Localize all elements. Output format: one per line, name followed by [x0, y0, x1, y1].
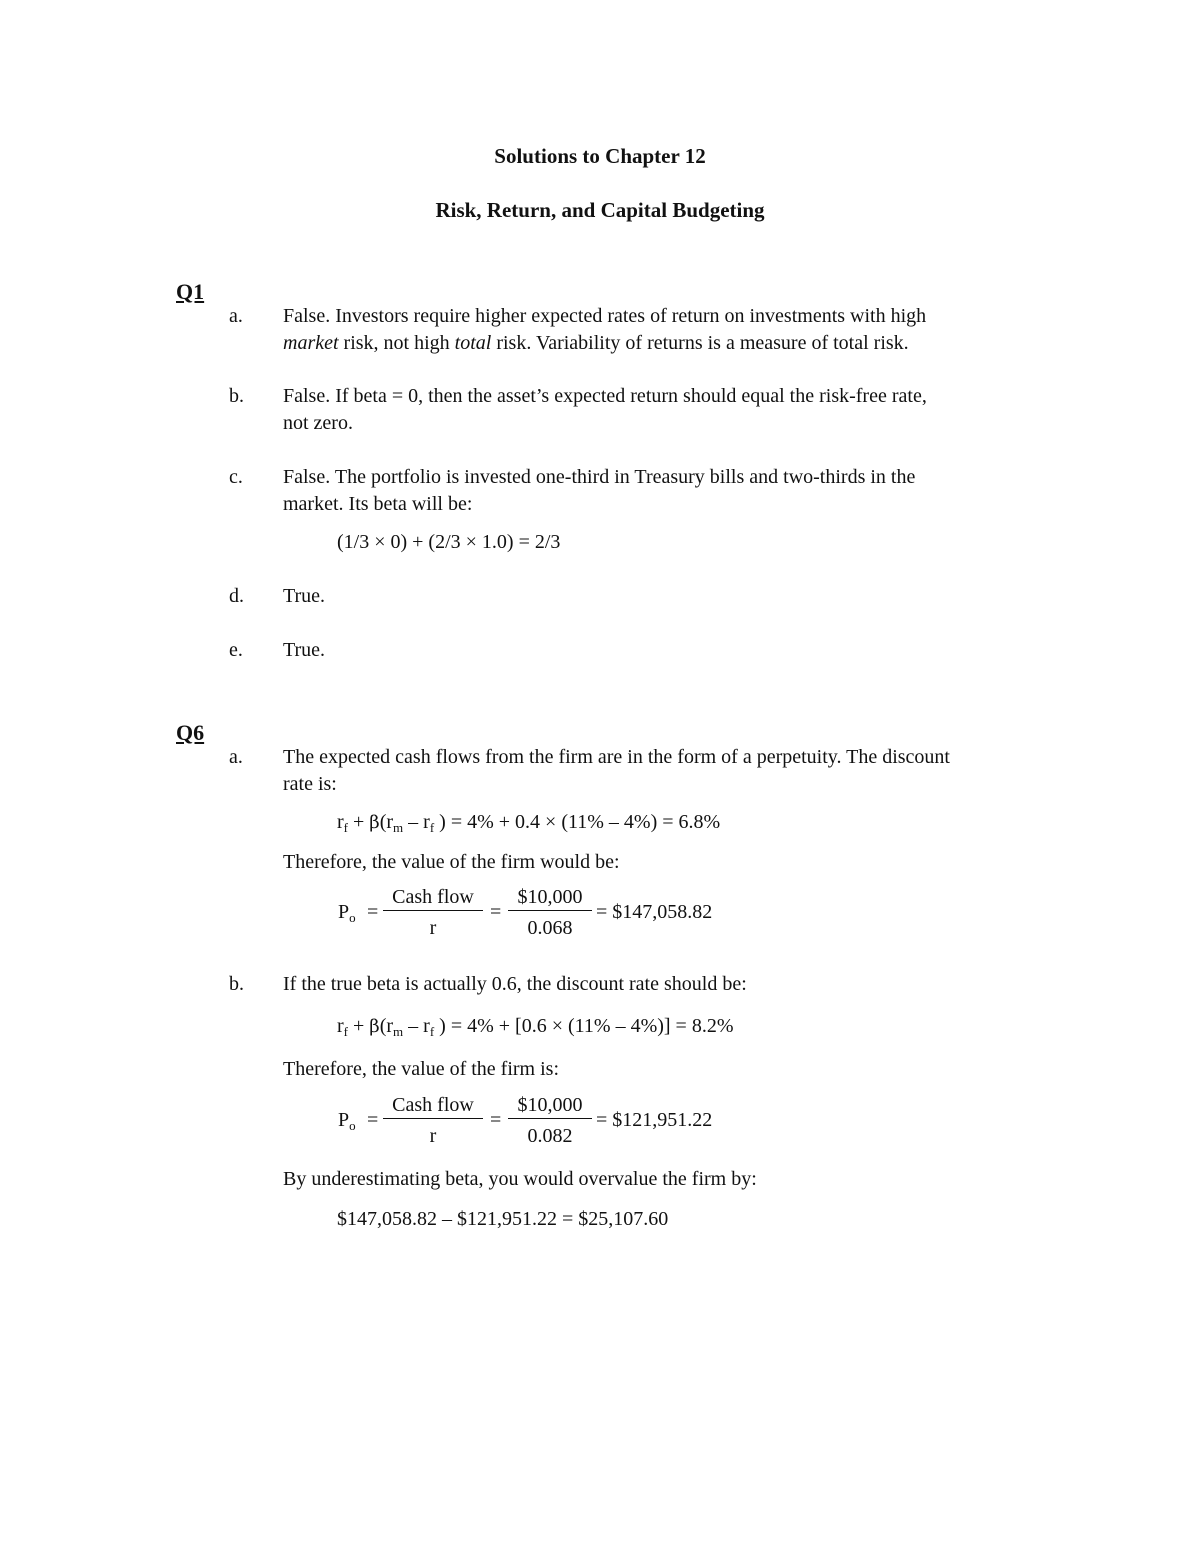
q6-b-letter: b.: [229, 973, 244, 995]
fraction-numerator: $10,000: [508, 1094, 592, 1119]
beta-symbol: β: [369, 1016, 380, 1037]
eq-sub-f: f: [343, 820, 349, 835]
q6-a-fraction-cashflow: [383, 886, 483, 939]
fraction-numerator: $10,000: [508, 886, 592, 911]
q6-a-fraction-amount: [508, 886, 592, 939]
fraction-numerator: Cash flow: [383, 886, 483, 911]
q6-b-fraction-amount: [508, 1094, 592, 1147]
fraction-denominator: 0.082: [527, 1125, 573, 1147]
document-title: Solutions to Chapter 12: [494, 144, 706, 168]
q6-b-equals-1: =: [367, 1109, 379, 1131]
q6-b-fraction-cashflow: [383, 1094, 483, 1147]
eq-rest: ) = 4% + 0.4 × (11% – 4%) = 6.8%: [434, 811, 721, 833]
q1-b-text-line1: False. If beta = 0, then the asset’s expected return should equal the risk-free rate,: [283, 385, 927, 407]
price-subscript: o: [349, 1118, 356, 1133]
q1-a-text-line2: [283, 332, 909, 355]
q6-b-text-line1: If the true beta is actually 0.6, the discount rate should be:: [283, 973, 747, 995]
q6-a-therefore: Therefore, the value of the firm would be:: [283, 851, 620, 873]
q1-d-letter: d.: [229, 585, 244, 607]
q1-c-text-line2: market. Its beta will be:: [283, 493, 473, 515]
q6-b-discount-rate-equation: [337, 1015, 734, 1040]
q1-c-letter: c.: [229, 466, 243, 488]
q1-b-letter: b.: [229, 385, 244, 407]
q1-a-text-mid: risk, not high: [338, 332, 455, 354]
fraction-denominator: 0.068: [527, 917, 573, 939]
eq-sub-f: f: [343, 1024, 349, 1039]
price-symbol: P: [338, 1109, 350, 1131]
q6-b-final-equation: $147,058.82 – $121,951.22 = $25,107.60: [337, 1208, 669, 1230]
q1-a-text-line1: False. Investors require higher expected rates of return on investments with high: [283, 305, 927, 327]
q1-e-letter: e.: [229, 639, 243, 661]
q1-a-emphasis-market: market: [283, 332, 339, 354]
eq-sub-f-2: f: [429, 1024, 435, 1039]
fraction-numerator: Cash flow: [383, 1094, 483, 1119]
q1-d-text: True.: [283, 585, 326, 607]
q1-c-equation: (1/3 × 0) + (2/3 × 1.0) = 2/3: [337, 531, 561, 553]
q1-a-text-end: risk. Variability of returns is a measure of total risk.: [491, 332, 909, 354]
eq-plus: +: [348, 1015, 370, 1037]
eq-plus: +: [348, 811, 370, 833]
q6-b-conclusion: By underestimating beta, you would overvalue the firm by:: [283, 1168, 757, 1190]
q6-a-text-line1: The expected cash flows from the firm are in the form of a perpetuity. The discount: [283, 746, 950, 768]
q6-a-equals-2: =: [490, 901, 502, 923]
q6-a-equals-1: =: [367, 901, 379, 923]
eq-r: r: [337, 1015, 344, 1037]
question-heading-q1: Q1: [176, 279, 205, 304]
price-symbol: P: [338, 901, 350, 923]
document-subtitle: Risk, Return, and Capital Budgeting: [435, 198, 765, 222]
beta-symbol: β: [369, 812, 380, 833]
q6-b-therefore: Therefore, the value of the firm is:: [283, 1058, 559, 1080]
eq-open: (r: [379, 811, 394, 833]
fraction-denominator: r: [429, 1125, 437, 1147]
q6-a-text-line2: rate is:: [283, 773, 337, 795]
price-subscript: o: [349, 910, 356, 925]
q6-a-letter: a.: [229, 746, 243, 768]
q1-e-text: True.: [283, 639, 326, 661]
eq-open: (r: [379, 1015, 394, 1037]
eq-sub-m: m: [393, 820, 404, 835]
eq-r: r: [337, 811, 344, 833]
q6-b-equals-2: =: [490, 1109, 502, 1131]
question-heading-q6: Q6: [176, 720, 205, 745]
q6-a-discount-rate-equation: [337, 811, 720, 836]
eq-minus: – r: [403, 1015, 430, 1037]
eq-sub-m: m: [393, 1024, 404, 1039]
q1-c-text-line1: False. The portfolio is invested one-third in Treasury bills and two-thirds in the: [283, 466, 916, 488]
q6-b-price-label: [338, 1109, 356, 1134]
q1-b-text-line2: not zero.: [283, 412, 353, 434]
q1-a-emphasis-total: total: [454, 332, 492, 354]
q6-b-result: = $121,951.22: [596, 1109, 713, 1131]
fraction-denominator: r: [429, 917, 437, 939]
eq-rest: ) = 4% + [0.6 × (11% – 4%)] = 8.2%: [434, 1015, 734, 1037]
eq-sub-f-2: f: [429, 820, 435, 835]
eq-minus: – r: [403, 811, 430, 833]
q6-a-price-label: [338, 901, 356, 926]
q1-a-letter: a.: [229, 305, 243, 327]
q6-a-result: = $147,058.82: [596, 901, 713, 923]
